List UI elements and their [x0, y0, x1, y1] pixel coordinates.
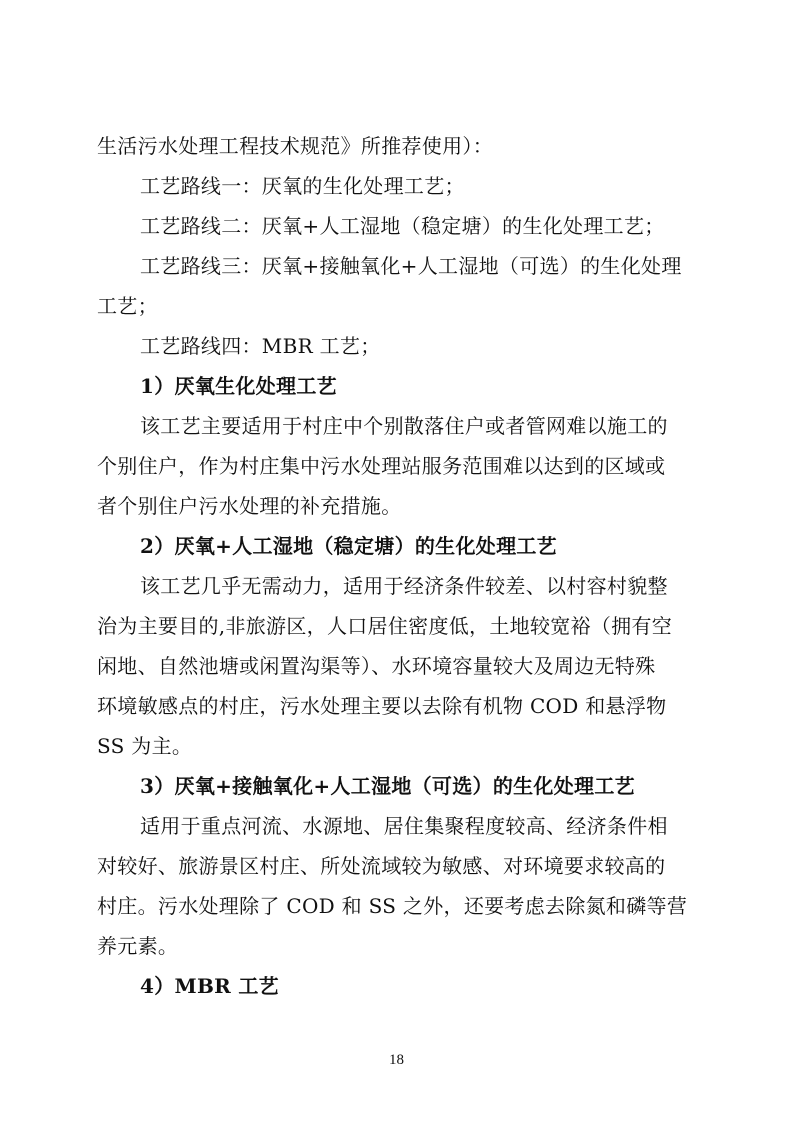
page-number: 18	[389, 1052, 404, 1068]
paragraph-line: 对较好、旅游景区村庄、所处流域较为敏感、对环境要求较高的	[97, 854, 666, 878]
section-heading: 1）厌氧生化处理工艺	[140, 374, 337, 398]
paragraph-line: 生活污水处理工程技术规范》所推荐使用）：	[97, 134, 493, 158]
paragraph-line: 村庄。污水处理除了 COD 和 SS 之外，还要考虑去除氮和磷等营	[97, 894, 688, 918]
paragraph-line: 个别住户，作为村庄集中污水处理站服务范围难以达到的区域或	[97, 454, 666, 478]
section-heading: 3）厌氧+接触氧化+人工湿地（可选）的生化处理工艺	[140, 774, 635, 798]
paragraph-line: 闲地、自然池塘或闲置沟渠等）、水环境容量较大及周边无特殊	[97, 654, 656, 678]
process-route-1: 工艺路线一：厌氧的生化处理工艺；	[140, 174, 465, 198]
paragraph-line: 养元素。	[97, 934, 179, 958]
process-route-2: 工艺路线二：厌氧+人工湿地（稳定塘）的生化处理工艺；	[140, 214, 665, 238]
process-route-3: 工艺路线三：厌氧+接触氧化+人工湿地（可选）的生化处理	[140, 254, 682, 278]
paragraph-line: 治为主要目的,非旅游区，人口居住密度低，土地较宽裕（拥有空	[97, 614, 673, 638]
paragraph-line: SS 为主。	[97, 734, 193, 758]
paragraph-line: 环境敏感点的村庄，污水处理主要以去除有机物 COD 和悬浮物	[97, 694, 667, 718]
section-heading: 4）MBR 工艺	[140, 974, 279, 998]
paragraph-line: 者个别住户污水处理的补充措施。	[97, 494, 402, 518]
paragraph-line: 该工艺主要适用于村庄中个别散落住户或者管网难以施工的	[140, 414, 668, 438]
process-route-4: 工艺路线四：MBR 工艺；	[140, 334, 381, 358]
paragraph-line: 工艺；	[97, 294, 158, 318]
paragraph-line: 适用于重点河流、水源地、居住集聚程度较高、经济条件相	[140, 814, 668, 838]
section-heading: 2）厌氧+人工湿地（稳定塘）的生化处理工艺	[140, 534, 557, 558]
paragraph-line: 该工艺几乎无需动力，适用于经济条件较差、以村容村貌整	[140, 574, 668, 598]
